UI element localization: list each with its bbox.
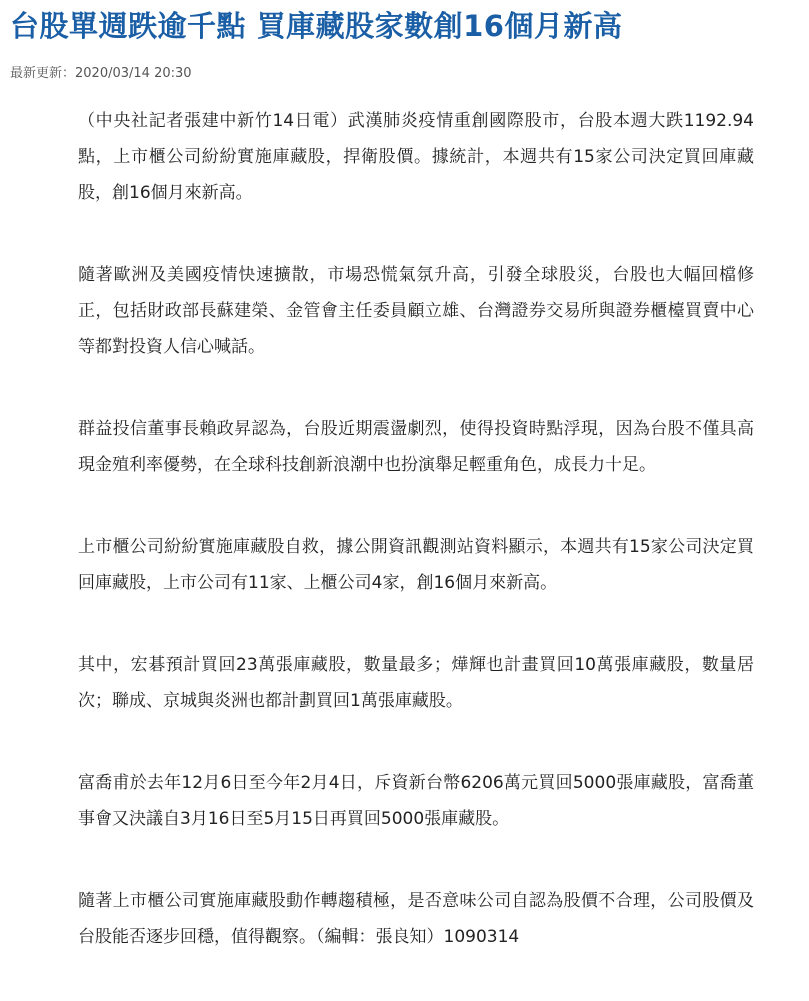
article-title: 台股單週跌逾千點 買庫藏股家數創16個月新高 <box>10 9 623 43</box>
article-paragraph: （中央社記者張建中新竹14日電）武漢肺炎疫情重創國際股市，台股本週大跌1192.94點，上市櫃公司紛紛實施庫藏股，捍衛股價。據統計，本週共有15家公司決定買回庫藏股，創16個月來新高。 <box>78 111 754 203</box>
article-paragraph: 隨著歐洲及美國疫情快速擴散，市場恐慌氣氛升高，引發全球股災，台股也大幅回檔修正，包括財政部長蘇建榮、金管會主任委員顧立雄、台灣證券交易所與證券櫃檯買賣中心等都對投資人信心喊話。 <box>78 265 754 357</box>
update-timestamp <box>10 64 192 84</box>
update-label: 最新更新： <box>10 66 76 81</box>
update-time: 2020/03/14 20:30 <box>75 66 192 81</box>
article-paragraph: 上市櫃公司紛紛實施庫藏股自救，據公開資訊觀測站資料顯示，本週共有15家公司決定買回庫藏股，上市公司有11家、上櫃公司4家，創16個月來新高。 <box>78 537 754 593</box>
article-paragraph: 隨著上市櫃公司實施庫藏股動作轉趨積極，是否意味公司自認為股價不合理，公司股價及台股能否逐步回穩，值得觀察。（編輯：張良知）1090314 <box>78 891 754 947</box>
article-paragraph: 其中，宏碁預計買回23萬張庫藏股，數量最多；燁輝也計畫買回10萬張庫藏股，數量居次；聯成、京城與炎洲也都計劃買回1萬張庫藏股。 <box>78 655 754 711</box>
article-body <box>78 103 754 1001</box>
article-paragraph: 富喬甫於去年12月6日至今年2月4日，斥資新台幣6206萬元買回5000張庫藏股，富喬董事會又決議自3月16日至5月15日再買回5000張庫藏股。 <box>78 773 754 829</box>
article-paragraph: 群益投信董事長賴政昇認為，台股近期震盪劇烈，使得投資時點浮現，因為台股不僅具高現金殖利率優勢，在全球科技創新浪潮中也扮演舉足輕重角色，成長力十足。 <box>78 419 754 475</box>
